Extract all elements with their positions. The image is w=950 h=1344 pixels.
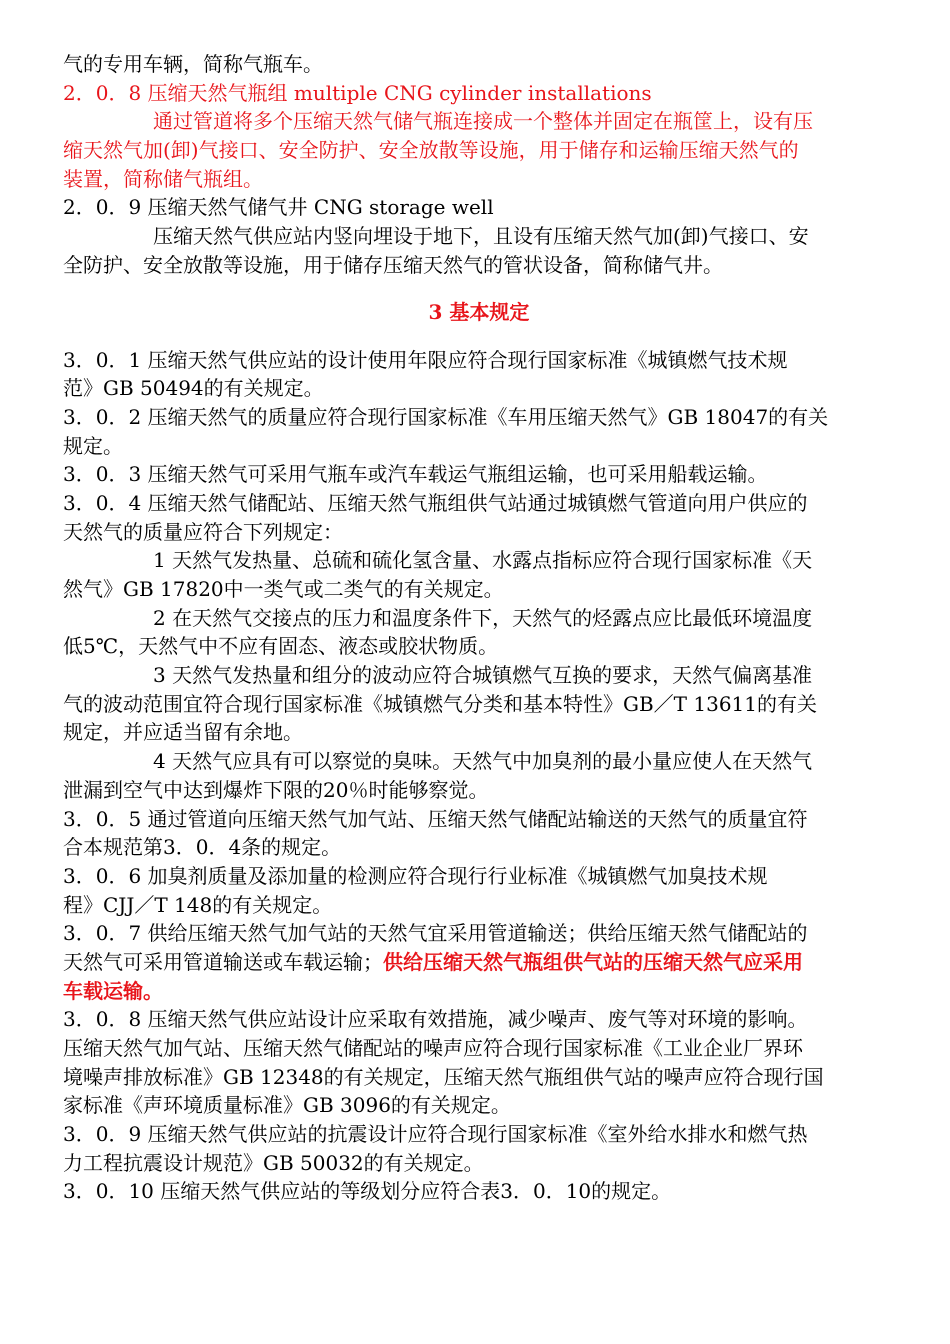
paragraph-line: 气的专用车辆，简称气瓶车。 bbox=[63, 52, 323, 76]
clause-2-0-9-title: 2．0．9 压缩天然气储气井 CNG storage well bbox=[63, 195, 494, 220]
clause-3-0-4: 天然气的质量应符合下列规定： bbox=[63, 519, 343, 544]
clause-3-0-2: 3．0．2 压缩天然气的质量应符合现行国家标准《车用压缩天然气》GB 18047的有关 bbox=[63, 404, 829, 429]
clause-3-0-8: 家标准《声环境质量标准》GB 3096的有关规定。 bbox=[63, 1093, 511, 1118]
clause-3-0-8: 压缩天然气加气站、压缩天然气储配站的噪声应符合现行国家标准《工业企业厂界环 bbox=[63, 1036, 803, 1060]
clause-3-0-3: 3．0．3 压缩天然气可采用气瓶车或汽车载运气瓶组运输，也可采用船载运输。 bbox=[63, 462, 768, 487]
clause-3-0-7 bbox=[63, 948, 895, 977]
clause-3-0-1: 3．0．1 压缩天然气供应站的设计使用年限应符合现行国家标准《城镇燃气技术规 bbox=[63, 347, 788, 372]
section-heading: 3 基本规定 bbox=[428, 299, 530, 324]
clause-3-0-1: 范》GB 50494的有关规定。 bbox=[63, 376, 324, 401]
clause-3-0-8: 3．0．8 压缩天然气供应站设计应采取有效措施，减少噪声、废气等对环境的影响。 bbox=[63, 1007, 808, 1032]
clause-3-0-9: 3．0．9 压缩天然气供应站的抗震设计应符合现行国家标准《室外给水排水和燃气热 bbox=[63, 1122, 808, 1147]
clause-3-0-8: 境噪声排放标准》GB 12348的有关规定，压缩天然气瓶组供气站的噪声应符合现行国 bbox=[63, 1064, 824, 1089]
clause-3-0-4-item-4: 4 天然气应具有可以察觉的臭味。天然气中加臭剂的最小量应使人在天然气 bbox=[153, 749, 813, 774]
clause-3-0-7-highlight: 供给压缩天然气瓶组供气站的压缩天然气应采用 bbox=[383, 949, 803, 974]
clause-3-0-2: 规定。 bbox=[63, 433, 123, 458]
clause-3-0-4-item-1: 1 天然气发热量、总硫和硫化氢含量、水露点指标应符合现行国家标准《天 bbox=[153, 548, 813, 573]
clause-2-0-9-text: 压缩天然气供应站内竖向埋设于地下，且设有压缩天然气加(卸)气接口、安 bbox=[153, 224, 809, 249]
clause-3-0-7-text: 天然气可采用管道输送或车载运输； bbox=[63, 949, 383, 974]
clause-3-0-4-item-2: 2 在天然气交接点的压力和温度条件下，天然气的烃露点应比最低环境温度 bbox=[153, 605, 813, 630]
clause-3-0-4-item-4: 泄漏到空气中达到爆炸下限的20％时能够察觉。 bbox=[63, 777, 489, 802]
clause-3-0-5: 合本规范第3．0．4条的规定。 bbox=[63, 835, 342, 860]
clause-3-0-7-highlight: 车载运输。 bbox=[63, 978, 163, 1003]
clause-2-0-8-title: 2．0．8 压缩天然气瓶组 multiple CNG cylinder installations bbox=[63, 80, 652, 105]
clause-2-0-9-text: 全防护、安全放散等设施，用于储存压缩天然气的管状设备，简称储气井。 bbox=[63, 252, 723, 277]
clause-2-0-8-text: 缩天然气加(卸)气接口、安全防护、安全放散等设施，用于储存和运输压缩天然气的 bbox=[63, 138, 799, 163]
clause-3-0-4: 3．0．4 压缩天然气储配站、压缩天然气瓶组供气站通过城镇燃气管道向用户供应的 bbox=[63, 490, 808, 515]
clause-3-0-5: 3．0．5 通过管道向压缩天然气加气站、压缩天然气储配站输送的天然气的质量宜符 bbox=[63, 806, 808, 831]
clause-3-0-7: 3．0．7 供给压缩天然气加气站的天然气宜采用管道输送；供给压缩天然气储配站的 bbox=[63, 921, 808, 946]
clause-3-0-6: 3．0．6 加臭剂质量及添加量的检测应符合现行行业标准《城镇燃气加臭技术规 bbox=[63, 863, 768, 888]
document-page bbox=[63, 50, 895, 1206]
clause-2-0-8-text: 装置，简称储气瓶组。 bbox=[63, 166, 263, 191]
clause-3-0-4-item-1: 然气》GB 17820中一类气或二类气的有关规定。 bbox=[63, 577, 504, 601]
clause-2-0-8-text: 通过管道将多个压缩天然气储气瓶连接成一个整体并固定在瓶筐上，设有压 bbox=[153, 109, 813, 134]
clause-3-0-4-item-3: 气的波动范围宜符合现行国家标准《城镇燃气分类和基本特性》GB／T 13611的有关 bbox=[63, 691, 817, 716]
clause-3-0-9: 力工程抗震设计规范》GB 50032的有关规定。 bbox=[63, 1150, 484, 1175]
clause-3-0-4-item-2: 低5℃，天然气中不应有固态、液态或胶状物质。 bbox=[63, 634, 499, 659]
clause-3-0-10: 3．0．10 压缩天然气供应站的等级划分应符合表3．0．10的规定。 bbox=[63, 1179, 672, 1204]
clause-3-0-4-item-3: 规定，并应适当留有余地。 bbox=[63, 720, 303, 745]
clause-3-0-4-item-3: 3 天然气发热量和组分的波动应符合城镇燃气互换的要求，天然气偏离基准 bbox=[153, 663, 813, 688]
clause-3-0-6: 程》CJJ／T 148的有关规定。 bbox=[63, 892, 333, 917]
